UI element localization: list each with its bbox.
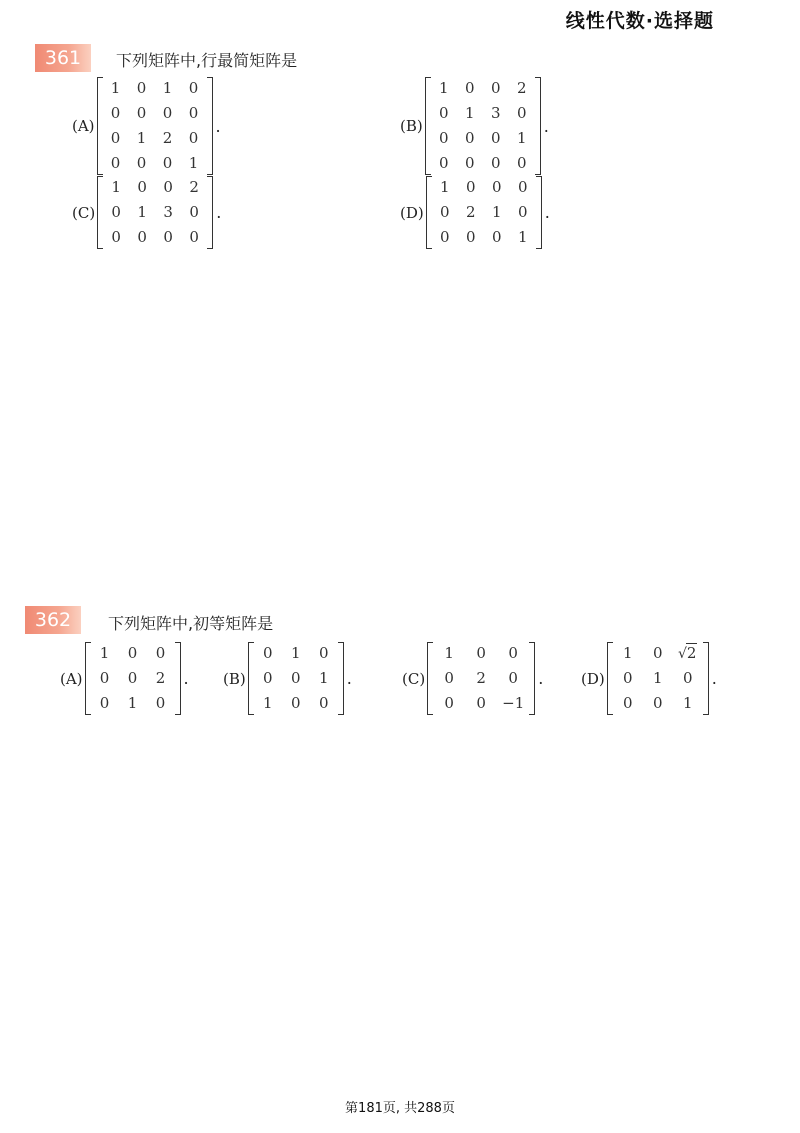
matrix-row	[103, 175, 207, 200]
matrix-cell: 1	[110, 79, 121, 97]
matrix-cell: 0	[622, 669, 633, 687]
matrix	[85, 641, 181, 716]
matrix-cell: 1	[464, 104, 475, 122]
matrix-cell: 1	[682, 694, 693, 712]
matrix-cell: 0	[476, 694, 486, 712]
matrix-row	[254, 641, 338, 666]
matrix-cell: 0	[136, 154, 147, 172]
matrix-cell: 1	[439, 178, 450, 196]
period: .	[215, 116, 221, 136]
matrix-row	[613, 691, 703, 716]
matrix-cell: −1	[502, 694, 525, 712]
question-text: 下列矩阵中,初等矩阵是	[108, 614, 274, 633]
matrix-row	[103, 225, 207, 250]
matrix-cell: 1	[127, 694, 138, 712]
matrix-cell: 0	[162, 154, 173, 172]
matrix-cell: 0	[110, 129, 121, 147]
matrix-row	[431, 151, 535, 176]
matrix	[426, 175, 542, 250]
matrix-row	[103, 151, 207, 176]
matrix-cell: 0	[464, 129, 475, 147]
period: .	[216, 203, 222, 222]
matrix-cell: 0	[111, 228, 121, 246]
matrix-row	[431, 101, 535, 126]
matrix-cell: 0	[490, 154, 501, 172]
matrix-cell: 1	[438, 79, 449, 97]
matrix-row	[431, 126, 535, 151]
matrix-cell: 0	[622, 694, 633, 712]
matrix-cell: 0	[111, 203, 121, 221]
matrix-row	[433, 691, 529, 716]
q361-option-c[interactable]	[72, 175, 221, 250]
matrix-cell: 0	[439, 203, 450, 221]
matrix-row	[254, 691, 338, 716]
matrix-cell: 0	[136, 79, 147, 97]
option-label: (A)	[60, 669, 83, 688]
matrix-cell: 2	[155, 669, 166, 687]
matrix-row	[613, 666, 703, 691]
matrix-cell: 1	[652, 669, 663, 687]
period: .	[711, 669, 717, 688]
matrix-row	[432, 200, 536, 225]
matrix-cell: 0	[517, 178, 528, 196]
matrix-cell: 0	[652, 644, 663, 662]
q361-option-b[interactable]	[400, 76, 549, 176]
question-number-badge: 362	[25, 606, 81, 634]
matrix-row	[432, 225, 536, 250]
matrix-cell: 0	[517, 203, 528, 221]
matrix-cell: 0	[318, 644, 329, 662]
matrix-cell: 0	[438, 129, 449, 147]
matrix-row	[103, 126, 207, 151]
matrix-cell: 1	[491, 203, 502, 221]
matrix-cell: 1	[111, 178, 121, 196]
matrix-cell: 1	[188, 154, 199, 172]
matrix-row	[433, 641, 529, 666]
q361-option-a[interactable]	[72, 76, 221, 176]
matrix-cell: 0	[162, 104, 173, 122]
option-label: (D)	[581, 669, 605, 688]
option-label: (C)	[402, 669, 426, 688]
matrix-cell: 0	[516, 154, 527, 172]
matrix-cell: 0	[290, 669, 301, 687]
matrix-cell: 0	[110, 104, 121, 122]
matrix	[97, 175, 213, 250]
q362-option-b[interactable]	[223, 641, 352, 716]
matrix-row	[91, 641, 175, 666]
matrix-cell: 2	[516, 79, 527, 97]
matrix-cell: 0	[110, 154, 121, 172]
matrix-row	[103, 101, 207, 126]
matrix-cell: 0	[163, 228, 173, 246]
matrix-cell: 0	[163, 178, 173, 196]
matrix-cell: 2	[189, 178, 199, 196]
matrix-cell: 1	[517, 228, 528, 246]
matrix-cell: 0	[444, 694, 454, 712]
matrix-cell: 0	[290, 694, 301, 712]
option-label: (A)	[72, 117, 95, 135]
matrix-cell: 1	[136, 129, 147, 147]
matrix-cell: 0	[262, 644, 273, 662]
matrix-cell: 0	[438, 104, 449, 122]
matrix-cell: 0	[137, 178, 147, 196]
matrix-cell: 0	[508, 644, 518, 662]
matrix-row	[91, 691, 175, 716]
matrix-cell: 0	[464, 154, 475, 172]
matrix-cell: 0	[188, 104, 199, 122]
matrix-cell: 0	[439, 228, 450, 246]
period: .	[543, 116, 549, 136]
matrix-cell-sqrt: √2	[678, 644, 697, 662]
matrix-cell: 1	[318, 669, 329, 687]
matrix-cell: 1	[262, 694, 273, 712]
matrix-cell: 0	[438, 154, 449, 172]
matrix	[607, 641, 709, 716]
matrix-row	[613, 641, 703, 666]
q361-option-d[interactable]	[400, 175, 550, 250]
matrix-cell: 2	[476, 669, 486, 687]
matrix	[97, 76, 213, 176]
matrix-row	[431, 76, 535, 101]
period: .	[544, 203, 550, 222]
matrix-cell: 0	[464, 79, 475, 97]
matrix-cell: 0	[155, 694, 166, 712]
matrix-cell: 0	[137, 228, 147, 246]
matrix-cell: 1	[99, 644, 110, 662]
matrix-cell: 0	[188, 129, 199, 147]
q362-option-c[interactable]	[402, 641, 543, 716]
matrix-row	[103, 200, 207, 225]
matrix-cell: 0	[444, 669, 454, 687]
matrix-cell: 0	[491, 178, 502, 196]
matrix-cell: 1	[162, 79, 173, 97]
matrix-cell: 0	[99, 694, 110, 712]
q362-option-d[interactable]	[581, 641, 717, 716]
matrix-cell: 0	[490, 79, 501, 97]
matrix-cell: 0	[127, 644, 138, 662]
matrix-cell: 0	[516, 104, 527, 122]
matrix-cell: 0	[652, 694, 663, 712]
matrix-row	[254, 666, 338, 691]
matrix-cell: 0	[508, 669, 518, 687]
matrix-cell: 2	[162, 129, 173, 147]
matrix-cell: 0	[491, 228, 502, 246]
matrix-cell: 1	[137, 203, 147, 221]
matrix-cell: 2	[465, 203, 476, 221]
matrix-row	[91, 666, 175, 691]
matrix	[427, 641, 535, 716]
matrix-cell: 1	[516, 129, 527, 147]
matrix	[248, 641, 344, 716]
matrix	[425, 76, 541, 176]
option-label: (D)	[400, 203, 424, 222]
period: .	[183, 669, 189, 688]
matrix-cell: 0	[465, 178, 476, 196]
option-label: (B)	[400, 117, 423, 135]
matrix-row	[103, 76, 207, 101]
matrix-row	[433, 666, 529, 691]
matrix-cell: 0	[155, 644, 166, 662]
matrix-cell: 1	[290, 644, 301, 662]
matrix-cell: 0	[262, 669, 273, 687]
matrix-cell: 0	[318, 694, 329, 712]
question-number-badge: 361	[35, 44, 91, 72]
option-label: (B)	[223, 669, 246, 688]
matrix-cell: 0	[682, 669, 693, 687]
matrix-cell: 3	[163, 203, 173, 221]
matrix-cell: 0	[99, 669, 110, 687]
matrix-cell: 1	[622, 644, 633, 662]
q362-option-a[interactable]	[60, 641, 189, 716]
matrix-cell: 0	[189, 203, 199, 221]
matrix-cell: 0	[136, 104, 147, 122]
matrix-cell: 0	[189, 228, 199, 246]
matrix-cell: 0	[490, 129, 501, 147]
matrix-cell: 0	[476, 644, 486, 662]
question-text: 下列矩阵中,行最简矩阵是	[116, 51, 298, 70]
page-footer: 第181页, 共288页	[345, 1101, 455, 1116]
matrix-row	[432, 175, 536, 200]
matrix-cell: 0	[127, 669, 138, 687]
option-label: (C)	[72, 203, 96, 222]
period: .	[538, 669, 544, 688]
matrix-cell: 3	[490, 104, 501, 122]
matrix-cell: 1	[444, 644, 454, 662]
page-header-title: 线性代数·选择题	[565, 10, 714, 32]
period: .	[346, 669, 352, 688]
matrix-cell: 0	[188, 79, 199, 97]
matrix-cell: 0	[465, 228, 476, 246]
